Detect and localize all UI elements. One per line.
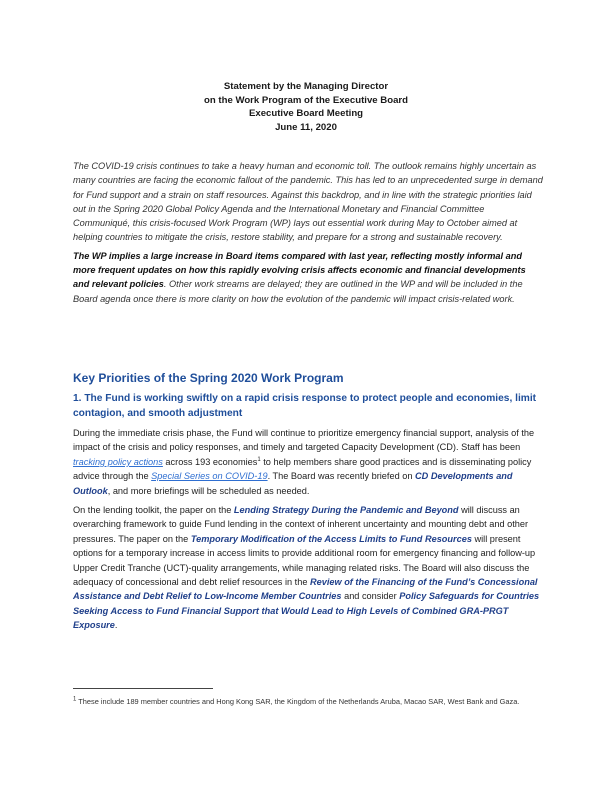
- subsection-heading: 1. The Fund is working swiftly on a rapid crisis response to protect people and economies, limit contagion, and smooth adjustment: [73, 393, 537, 419]
- intro-paragraph: The COVID-19 crisis continues to take a heavy human and economic toll. The outlook remains highly uncertain as many countries are facing the economic fallout of the pandemic. This has led to an unprecedented surge in demand for Fund support and a strain on staff resources. Against this backdrop, and in line with the strategic priorities laid out in the Spring 2020 Global Policy Agenda and the International Monetary and Financial Committee Communiqué, this crisis-focused Work Program (WP) lays out essential work during May to October aimed at helping countries to mitigate the crisis, restore stability, and prepare for a strong and sustainable recovery.: [73, 161, 543, 243]
- text-run: and consider: [341, 591, 400, 602]
- body-text: [73, 426, 543, 638]
- text-run: to help members share good practices and is disseminating policy advice through the: [73, 456, 532, 482]
- intro-rest: . Other work streams are delayed; they are outlined in the WP and will be included in the Board agenda once there is more clarity on how the evolution of the pandemic will impact crisis-related work.: [73, 279, 523, 304]
- document-header: [0, 80, 612, 134]
- body-paragraph-2: [73, 503, 543, 633]
- lending-strategy-title: Lending Strategy During the Pandemic and Beyond: [233, 505, 459, 516]
- body-paragraph-1: [73, 426, 543, 498]
- intro-paragraph-2: [73, 249, 543, 306]
- intro-section: [73, 159, 543, 310]
- text-run: , and more briefings will be scheduled as needed.: [107, 485, 310, 496]
- text-run: across 193 economies: [162, 456, 258, 467]
- text-run: . The Board was recently briefed on: [267, 471, 416, 482]
- text-run: will present options for a temporary increase in access limits to provide additional room for emergency financing and follow-up Upper Credit Tranche (UCT)-quality arrangements, while managing related risks. The Board will also discuss the adequacy of concessional and debt relief resources in the: [73, 533, 536, 588]
- access-limits-title: Temporary Modification of the Access Limits to Fund Resources: [190, 533, 472, 544]
- footnote-ref[interactable]: 1: [257, 456, 261, 463]
- footnote-mark: 1: [73, 696, 77, 703]
- section-heading: Key Priorities of the Spring 2020 Work Program: [73, 371, 344, 385]
- intro-emphasis: The WP implies a large increase in Board items compared with last year, reflecting mostly informal and more frequent updates on how this rapidly evolving crisis affects economic and financial developments and relevant policies: [73, 250, 526, 290]
- special-series-link[interactable]: Special Series on COVID-19: [151, 471, 268, 482]
- footnote: [73, 696, 543, 707]
- footnote-text: These include 189 member countries and Hong Kong SAR, the Kingdom of the Netherlands Aruba, Macao SAR, West Bank and Gaza.: [76, 697, 520, 706]
- text-run: During the immediate crisis phase, the Fund will continue to prioritize emergency financial support, analysis of the impact of the crisis and policy responses, and timely and targeted Capacity Development (CD). Staff has been: [73, 428, 535, 453]
- policy-safeguards-title: Policy Safeguards for Countries Seeking Access to Fund Financial Support that Would Lead to High Levels of Combined GRA-PRGT Exposure: [73, 591, 540, 631]
- cd-developments-title: CD Developments and Outlook: [73, 471, 513, 496]
- tracking-policy-actions-link[interactable]: tracking policy actions: [73, 456, 163, 467]
- header-meeting: Executive Board Meeting: [248, 108, 364, 120]
- footnote-divider: [73, 688, 213, 689]
- text-run: On the lending toolkit, the paper on the: [73, 505, 234, 516]
- text-run: .: [114, 620, 118, 631]
- header-subtitle: on the Work Program of the Executive Board: [204, 94, 408, 106]
- concessional-review-title: Review of the Financing of the Fund’s Concessional Assistance and Debt Relief to Low-Income Member Countries: [73, 577, 538, 602]
- header-date: June 11, 2020: [275, 121, 337, 133]
- header-title: Statement by the Managing Director: [223, 81, 389, 92]
- text-run: will discuss an overarching framework to guide Fund lending in the context of inherent uncertainty and mounting debt and other pressures. The paper on the: [73, 505, 529, 544]
